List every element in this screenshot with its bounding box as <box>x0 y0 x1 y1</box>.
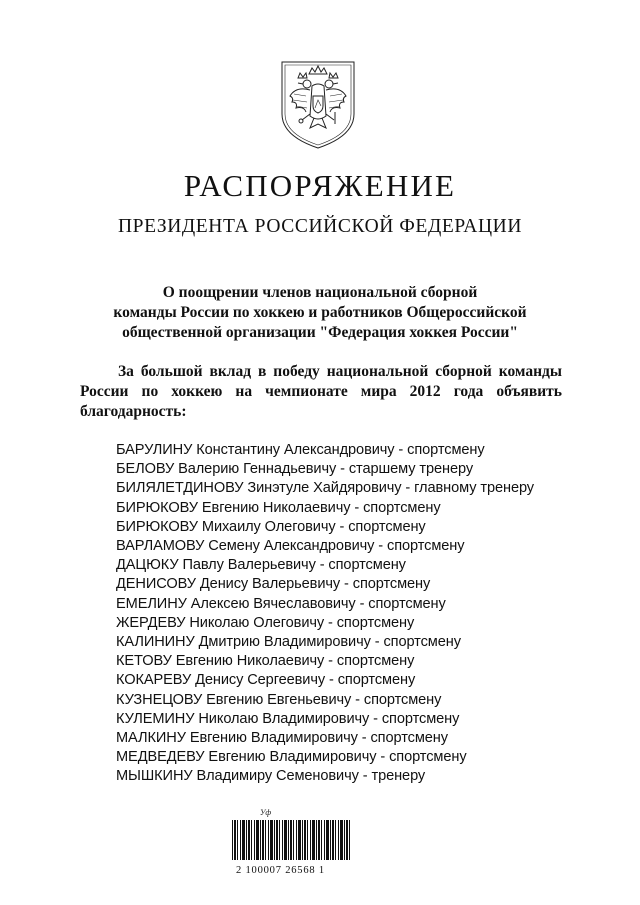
barcode-number: 2 100007 26568 1 <box>236 865 325 876</box>
barcode-mark: Уф <box>260 808 272 817</box>
recipient-item: БИРЮКОВУ Евгению Николаевичу - спортсмену <box>116 499 441 516</box>
recipient-item: БИРЮКОВУ Михаилу Олеговичу - спортсмену <box>116 518 426 535</box>
recipient-item: МАЛКИНУ Евгению Владимировичу - спортсмену <box>116 730 448 747</box>
document-barcode <box>232 808 364 888</box>
recipient-item: ДАЦЮКУ Павлу Валерьевичу - спортсмену <box>116 557 406 574</box>
recipient-item: МЫШКИНУ Владимиру Семеновичу - тренеру <box>116 768 426 785</box>
heading-line: О поощрении членов национальной сборной <box>162 284 478 301</box>
recipient-item: КУЛЕМИНУ Николаю Владимировичу - спортсмену <box>116 710 460 727</box>
intro-paragraph <box>80 362 562 422</box>
heading-line: общественной организации "Федерация хоккея России" <box>122 324 518 341</box>
recipient-item: КОКАРЕВУ Денису Сергеевичу - спортсмену <box>116 672 416 689</box>
document-subtitle: ПРЕЗИДЕНТА РОССИЙСКОЙ ФЕДЕРАЦИИ <box>117 216 523 237</box>
recipient-list <box>116 441 586 787</box>
document-title: РАСПОРЯЖЕНИЕ <box>183 168 457 203</box>
recipient-item: МЕДВЕДЕВУ Евгению Владимировичу - спортсмену <box>116 749 467 766</box>
intro-line: благодарность: <box>80 403 187 420</box>
recipient-item: ДЕНИСОВУ Денису Валерьевичу - спортсмену <box>116 576 431 593</box>
coat-of-arms-emblem <box>276 56 360 152</box>
order-heading <box>100 283 540 343</box>
recipient-item: ЖЕРДЕВУ Николаю Олеговичу - спортсмену <box>116 614 415 631</box>
intro-line: России по хоккею на чемпионате мира 2012 года объявить <box>80 383 562 400</box>
intro-line: За большой вклад в победу национальной сборной команды <box>118 363 562 380</box>
russian-coat-of-arms-icon <box>276 56 360 152</box>
recipient-item: ВАРЛАМОВУ Семену Александровичу - спортсмену <box>116 538 465 555</box>
recipient-item: КАЛИНИНУ Дмитрию Владимировичу - спортсмену <box>116 634 461 651</box>
recipient-item: ЕМЕЛИНУ Алексею Вячеславовичу - спортсмену <box>116 595 446 612</box>
heading-line: команды России по хоккею и работников Общероссийской <box>113 304 527 321</box>
barcode-bars <box>232 820 350 860</box>
recipient-item: БИЛЯЛЕТДИНОВУ Зинэтуле Хайдяровичу - главному тренеру <box>116 480 535 497</box>
recipient-item: КЕТОВУ Евгению Николаевичу - спортсмену <box>116 653 415 670</box>
recipient-item: БЕЛОВУ Валерию Геннадьевичу - старшему тренеру <box>116 461 474 478</box>
recipient-item: КУЗНЕЦОВУ Евгению Евгеньевичу - спортсмену <box>116 691 442 708</box>
recipient-item: БАРУЛИНУ Константину Александровичу - спортсмену <box>116 442 485 458</box>
